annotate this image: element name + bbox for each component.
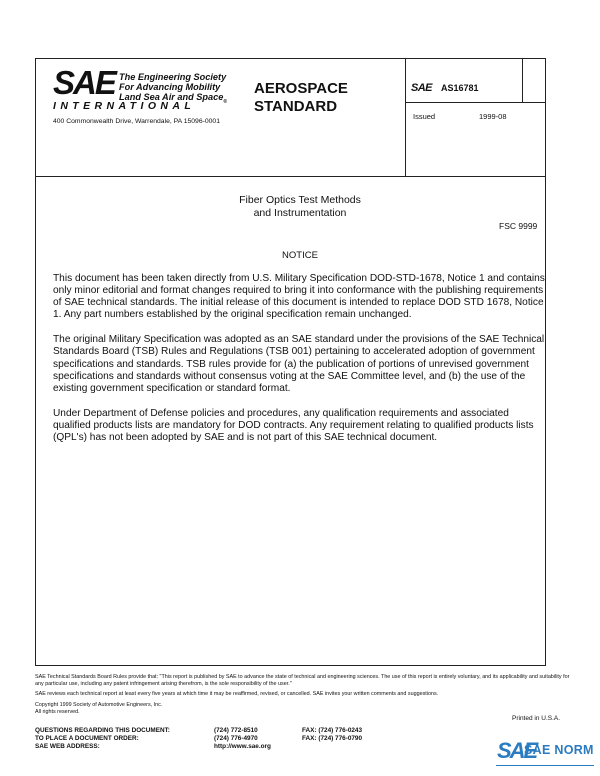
notice-body	[53, 273, 548, 457]
issued-date: 1999-08	[479, 112, 507, 121]
tagline-line-1: The Engineering Society	[119, 72, 227, 82]
number-box-bottom	[405, 102, 546, 103]
notice-paragraph-3: Under Department of Defense policies and procedures, any qualification requirements and associated qualified products lists are mandatory for DOD contracts. Any requirement relating to qualified products lists (QPL's) has not been adopted by SAE and is not part of this SAE technical document.	[53, 407, 534, 444]
document-title	[150, 194, 450, 220]
document-number: AS16781	[441, 83, 479, 93]
fax-questions: FAX: (724) 776-0243	[302, 727, 363, 734]
notice-heading: NOTICE	[282, 250, 318, 261]
sae-logo: SAE	[53, 64, 115, 101]
sae-mark: SAE	[411, 82, 432, 94]
copyright-line: Copyright 1999 Society of Automotive Engineers, Inc.	[35, 701, 163, 708]
phone-questions: (724) 772-8510	[214, 727, 258, 734]
international-wordmark: INTERNATIONAL	[53, 100, 196, 112]
contact-faxes	[302, 727, 362, 743]
contact-label-order: TO PLACE A DOCUMENT ORDER:	[35, 735, 139, 742]
contact-label-questions: QUESTIONS REGARDING THIS DOCUMENT:	[35, 727, 170, 734]
watermark-logo: SAE	[497, 738, 537, 763]
document-type-line-1: AEROSPACE	[254, 80, 348, 97]
fsc-code: FSC 9999	[499, 221, 538, 231]
document-type	[254, 80, 348, 116]
fax-order: FAX: (724) 776-0790	[302, 735, 363, 742]
contact-label-web: SAE WEB ADDRESS:	[35, 743, 100, 750]
document-type-line-2: STANDARD	[254, 98, 338, 115]
contact-phones	[214, 727, 271, 751]
number-box-divider	[522, 58, 523, 102]
watermark-text: SAE NORM	[524, 743, 594, 757]
printed-location: Printed in U.S.A.	[512, 715, 561, 722]
tagline-line-3: Land Sea Air and Space$_®$	[119, 92, 228, 105]
board-statement: SAE Technical Standards Board Rules provide that: "This report is published by SAE to advance the state of technical and engineering sciences. The use of this report is entirely voluntary, and its applicability and suitability for any particular use, including any patent infringement arising therefrom, is the sole responsibility of the user."	[35, 674, 570, 688]
rights-line: All rights reserved.	[35, 708, 80, 715]
header-divider	[35, 176, 546, 177]
registered-mark: ®	[223, 98, 228, 105]
tagline-line-2: For Advancing Mobility	[119, 82, 221, 92]
legal-footer	[35, 674, 575, 716]
contact-labels	[35, 727, 170, 751]
phone-order: (724) 776-4970	[214, 735, 258, 742]
society-address: 400 Commonwealth Drive, Warrendale, PA 15096-0001	[53, 118, 220, 125]
notice-paragraph-2: The original Military Specification was adopted as an SAE standard under the provisions of the SAE Technical Standards Board (TSB) Rules and Regulations (TSB 001) pertaining to accelerated adoption of government specifications and standards. TSB rules provide for (a) the publication of portions of unrevised government specifications and standards without consensus voting at the SAE Committee level, and (b) the use of the existing government specification or standard format.	[53, 334, 545, 394]
issued-label: Issued	[413, 112, 436, 121]
title-line-2: and Instrumentation	[253, 207, 347, 219]
header-column-divider	[405, 58, 406, 176]
web-address[interactable]: http://www.sae.org	[214, 743, 271, 750]
watermark-underline	[496, 765, 594, 766]
notice-paragraph-1: This document has been taken directly from U.S. Military Specification DOD-STD-1678, Notice 1 and contains only minor editorial and format changes required to bring it into conformance with the publishing requirements of SAE technical standards. The initial release of this document is intended to replace DOD STD 1678, Notice 1. Any part numbers established by the original specification remain unchanged.	[53, 273, 545, 321]
review-statement: SAE reviews each technical report at least every five years at which time it may be reaffirmed, revised, or cancelled. SAE invites your written comments and suggestions.	[35, 691, 439, 698]
title-line-1: Fiber Optics Test Methods	[239, 194, 361, 206]
